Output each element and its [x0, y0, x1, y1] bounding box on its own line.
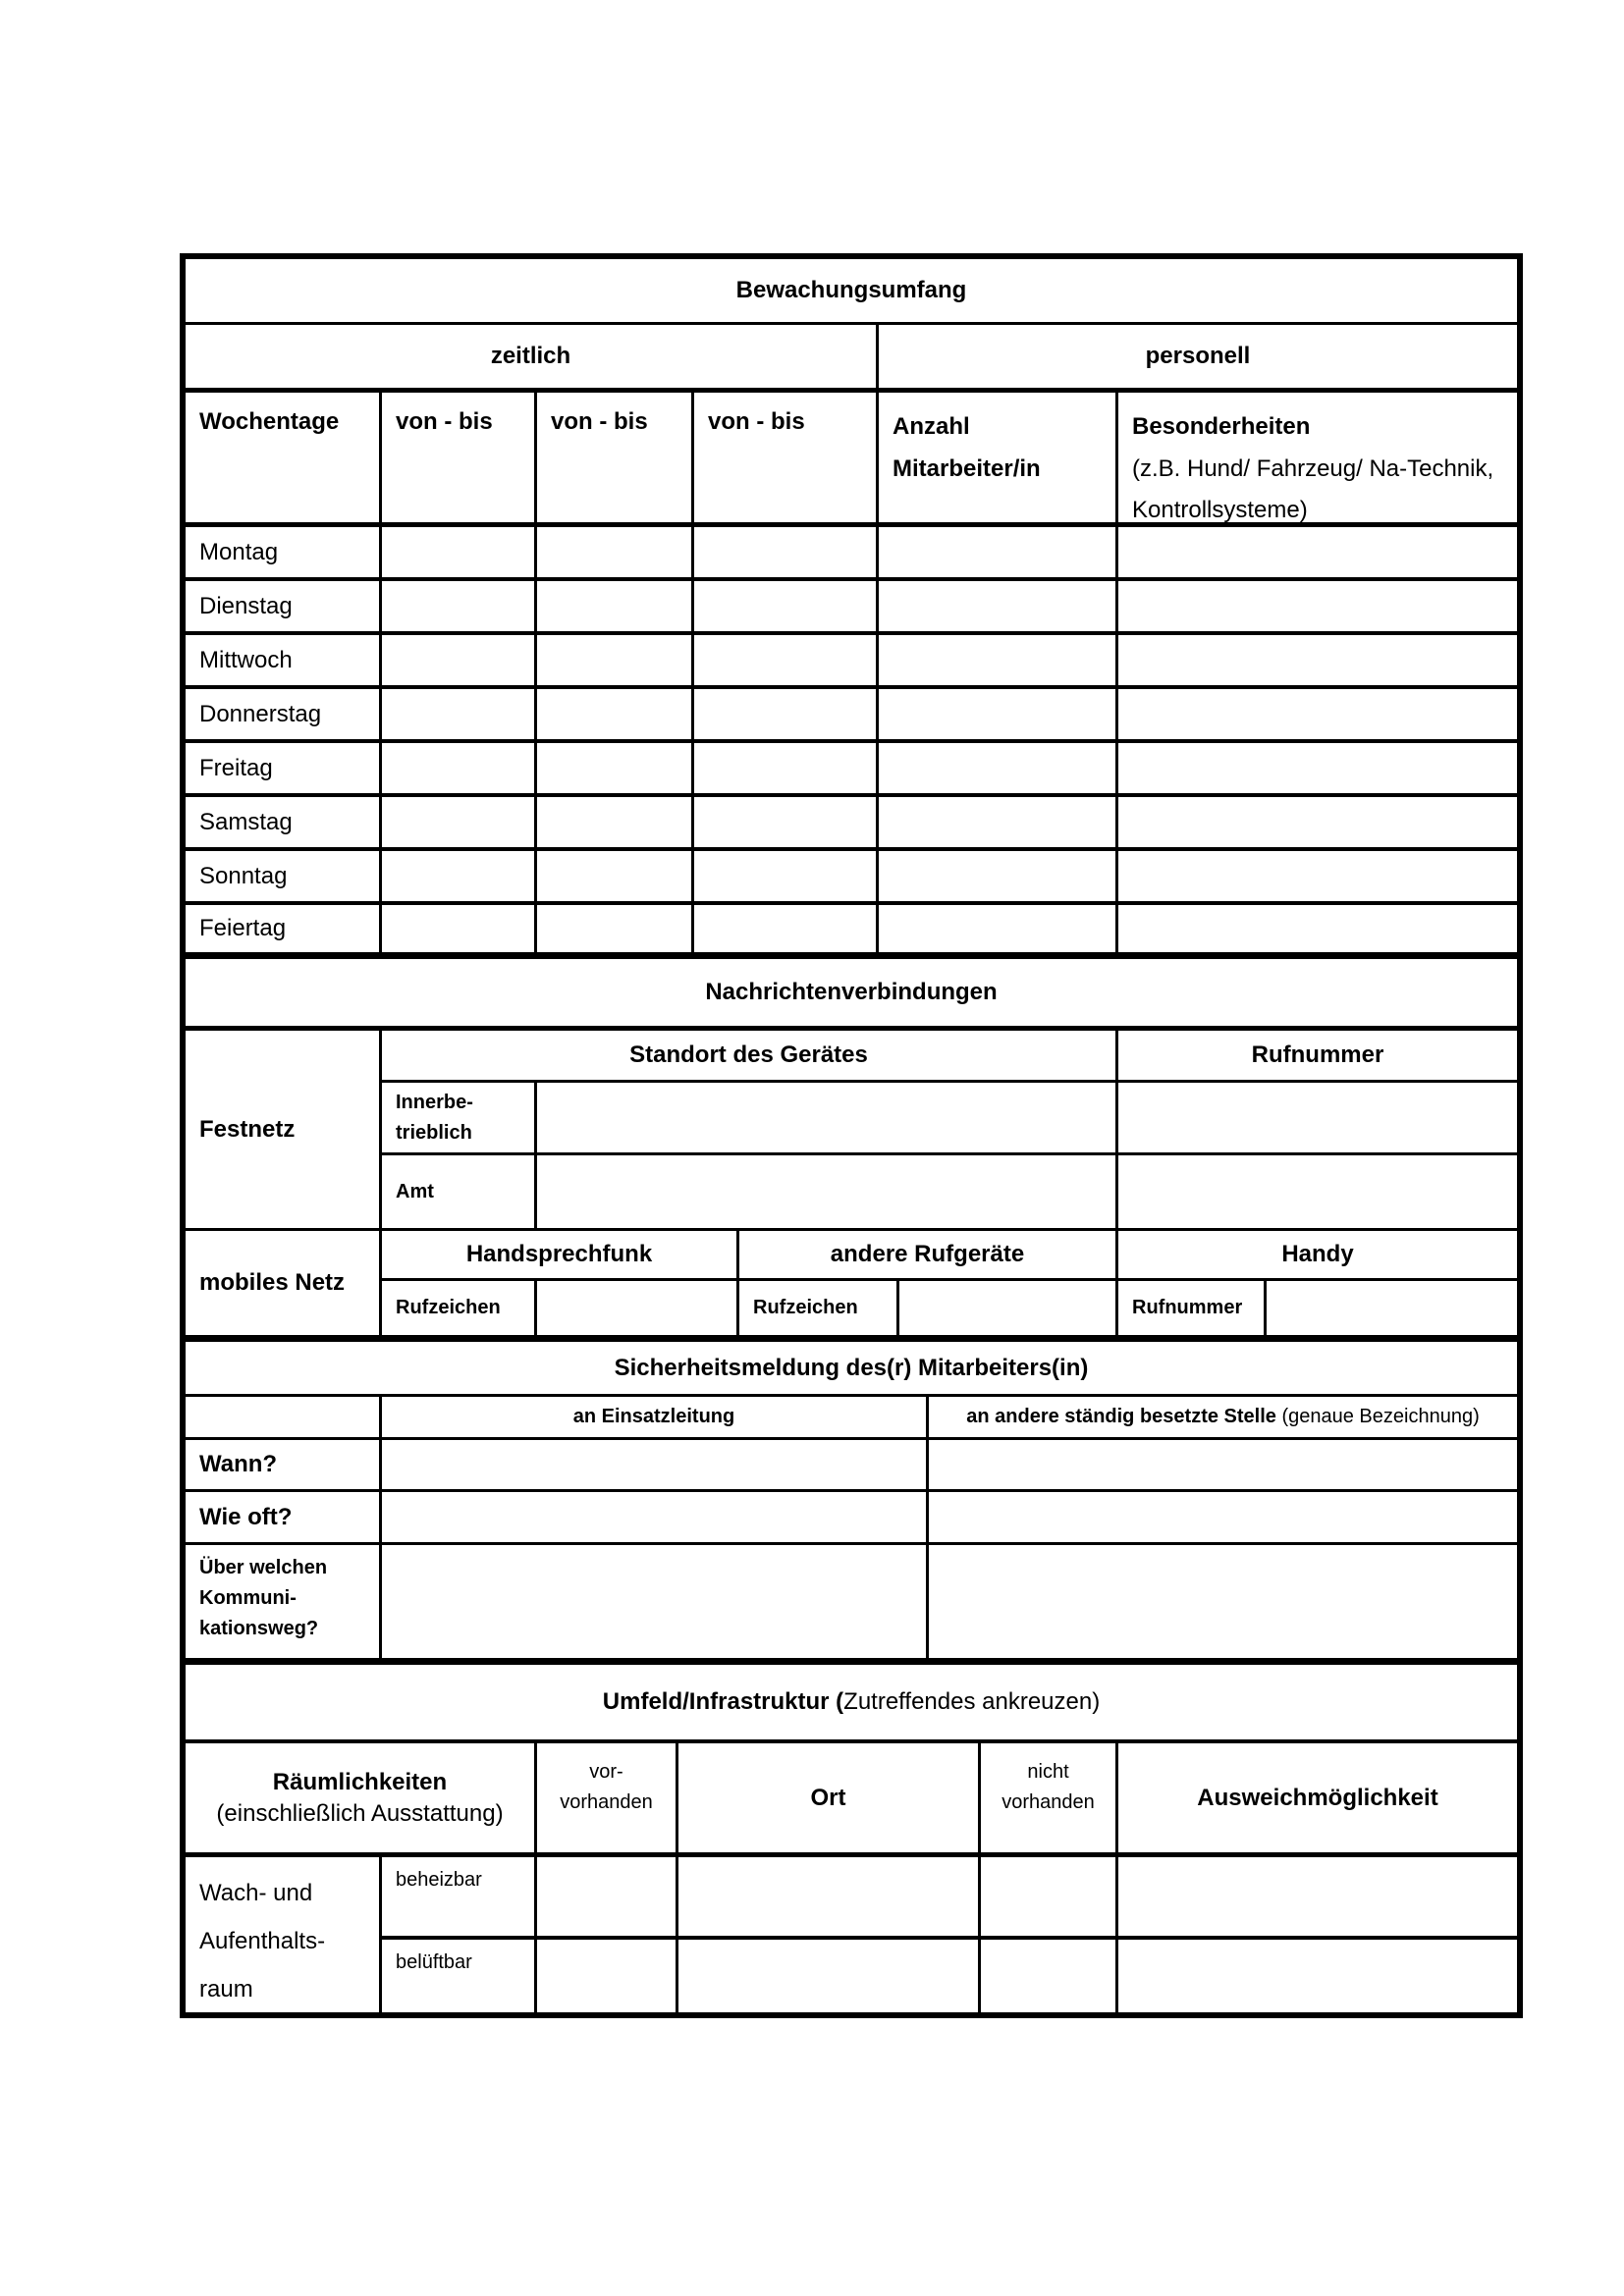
- input-belueftbar-ausweich[interactable]: [1118, 1940, 1517, 2012]
- input-cell[interactable]: [879, 905, 1118, 952]
- day-label: Montag: [186, 527, 382, 577]
- col-header-von-bis-1: von - bis: [382, 393, 537, 522]
- input-cell[interactable]: [879, 689, 1118, 739]
- group-header-row: [186, 325, 1517, 393]
- col-header-vorhanden: vor- vorhanden: [537, 1743, 678, 1852]
- input-cell[interactable]: [694, 743, 879, 793]
- col-header-handy: Handy: [1281, 1241, 1354, 1268]
- input-cell[interactable]: [694, 797, 879, 847]
- input-cell[interactable]: [879, 581, 1118, 631]
- guard-service-form: [180, 253, 1523, 2018]
- col-header-handsprechfunk: Handsprechfunk: [382, 1231, 739, 1278]
- input-cell[interactable]: [382, 527, 537, 577]
- column-header-row: [186, 393, 1517, 527]
- col-header-von-bis-2: von - bis: [537, 393, 694, 522]
- col-header-wochentage: Wochentage: [186, 393, 382, 522]
- input-rufzeichen-handsprechfunk[interactable]: [537, 1281, 739, 1335]
- input-wie-oft-andere-stelle[interactable]: [929, 1492, 1517, 1542]
- bewachungsumfang-title-row: [186, 259, 1517, 325]
- input-cell[interactable]: [694, 581, 879, 631]
- input-cell[interactable]: [537, 797, 694, 847]
- kommunikationsweg-label: Über welchen Kommuni- kationsweg?: [186, 1545, 382, 1658]
- input-belueftbar-nicht-vorhanden[interactable]: [981, 1940, 1118, 2012]
- input-wann-einsatzleitung[interactable]: [382, 1440, 929, 1489]
- empty-header-cell: [186, 1397, 382, 1437]
- wann-label: Wann?: [186, 1440, 382, 1489]
- row-sonntag: [186, 851, 1517, 905]
- input-beheizbar-ausweich[interactable]: [1118, 1857, 1517, 1936]
- row-mittwoch: [186, 635, 1517, 689]
- input-rufzeichen-andere[interactable]: [899, 1281, 1118, 1335]
- input-cell[interactable]: [1118, 797, 1517, 847]
- mobiles-netz-label: mobiles Netz: [186, 1231, 382, 1335]
- group-header-zeitlich: zeitlich: [186, 325, 879, 388]
- row-montag: [186, 527, 1517, 581]
- section-title-bewachungsumfang: Bewachungsumfang: [735, 277, 967, 304]
- input-cell[interactable]: [382, 581, 537, 631]
- input-kommunikationsweg-andere-stelle[interactable]: [929, 1545, 1517, 1658]
- input-cell[interactable]: [537, 743, 694, 793]
- input-rufnummer-innerbetrieblich[interactable]: [1118, 1083, 1517, 1152]
- input-wann-andere-stelle[interactable]: [929, 1440, 1517, 1489]
- input-cell[interactable]: [879, 851, 1118, 901]
- input-cell[interactable]: [537, 689, 694, 739]
- input-beheizbar-vorhanden[interactable]: [537, 1857, 678, 1936]
- row-samstag: [186, 797, 1517, 851]
- input-cell[interactable]: [382, 743, 537, 793]
- sicherheit-header-row: [186, 1397, 1517, 1440]
- day-label: Feiertag: [186, 905, 382, 952]
- section-title-sicherheitsmeldung: Sicherheitsmeldung des(r) Mitarbeiters(in): [614, 1354, 1089, 1381]
- col-header-anzahl-mitarbeiter: Anzahl Mitarbeiter/in: [879, 393, 1118, 522]
- rufnummer-label: Rufnummer: [1118, 1281, 1267, 1335]
- day-label: Dienstag: [186, 581, 382, 631]
- input-rufnummer-amt[interactable]: [1118, 1155, 1517, 1228]
- rufzeichen-label-1: Rufzeichen: [382, 1281, 537, 1335]
- rufzeichen-label-2: Rufzeichen: [739, 1281, 899, 1335]
- row-beheizbar: [382, 1857, 1517, 1940]
- input-cell[interactable]: [1118, 743, 1517, 793]
- col-header-von-bis-3: von - bis: [694, 393, 879, 522]
- col-header-raeumlichkeiten: Räumlichkeiten (einschließlich Ausstattung): [186, 1743, 537, 1852]
- col-header-einsatzleitung: an Einsatzleitung: [382, 1397, 929, 1437]
- row-donnerstag: [186, 689, 1517, 743]
- col-header-andere-rufgeraete: andere Rufgeräte: [739, 1231, 1118, 1278]
- day-label: Mittwoch: [186, 635, 382, 685]
- innerbetrieblich-label: Innerbe- trieblich: [382, 1083, 537, 1152]
- day-label: Donnerstag: [186, 689, 382, 739]
- input-cell[interactable]: [694, 635, 879, 685]
- wie-oft-label: Wie oft?: [186, 1492, 382, 1542]
- input-cell[interactable]: [1118, 689, 1517, 739]
- col-header-standort: Standort des Gerätes: [382, 1031, 1118, 1080]
- col-header-andere-stelle: an andere ständig besetzte Stelle (genaue Bezeichnung): [966, 1406, 1480, 1427]
- col-header-ort: Ort: [678, 1743, 981, 1852]
- input-cell[interactable]: [382, 851, 537, 901]
- input-cell[interactable]: [382, 797, 537, 847]
- wachraum-block: [186, 1857, 1517, 2012]
- col-header-nicht-vorhanden: nicht vorhanden: [981, 1743, 1118, 1852]
- festnetz-header-row: [382, 1031, 1517, 1083]
- input-wie-oft-einsatzleitung[interactable]: [382, 1492, 929, 1542]
- input-kommunikationsweg-einsatzleitung[interactable]: [382, 1545, 929, 1658]
- day-label: Sonntag: [186, 851, 382, 901]
- nachrichten-title-row: [186, 959, 1517, 1031]
- input-cell[interactable]: [879, 797, 1118, 847]
- row-kommunikationsweg: [186, 1545, 1517, 1665]
- input-belueftbar-ort[interactable]: [678, 1940, 981, 2012]
- input-cell[interactable]: [382, 905, 537, 952]
- input-cell[interactable]: [382, 689, 537, 739]
- section-title-nachrichtenverbindungen: Nachrichtenverbindungen: [705, 979, 998, 1006]
- wachraum-grid: [382, 1857, 1517, 2012]
- input-standort-amt[interactable]: [537, 1155, 1118, 1228]
- mobil-sub-row: [382, 1281, 1517, 1335]
- row-dienstag: [186, 581, 1517, 635]
- input-cell[interactable]: [537, 851, 694, 901]
- input-cell[interactable]: [1118, 635, 1517, 685]
- belueftbar-label: belüftbar: [382, 1940, 537, 2012]
- input-cell[interactable]: [1118, 905, 1517, 952]
- input-cell[interactable]: [879, 635, 1118, 685]
- group-header-personell: personell: [1145, 343, 1251, 370]
- beheizbar-label: beheizbar: [382, 1857, 537, 1936]
- input-cell[interactable]: [1118, 581, 1517, 631]
- input-cell[interactable]: [537, 905, 694, 952]
- input-cell[interactable]: [694, 905, 879, 952]
- row-freitag: [186, 743, 1517, 797]
- input-beheizbar-nicht-vorhanden[interactable]: [981, 1857, 1118, 1936]
- festnetz-block: [186, 1031, 1517, 1231]
- col-header-ausweichmoeglichkeit: Ausweichmöglichkeit: [1197, 1784, 1438, 1811]
- row-belueftbar: [382, 1940, 1517, 2012]
- festnetz-label: Festnetz: [186, 1031, 382, 1228]
- mobil-header-row: [382, 1231, 1517, 1281]
- col-header-rufnummer: Rufnummer: [1251, 1041, 1384, 1069]
- input-cell[interactable]: [537, 581, 694, 631]
- col-header-besonderheiten: Besonderheiten (z.B. Hund/ Fahrzeug/ Na-Technik, Kontrollsysteme): [1132, 413, 1494, 522]
- row-innerbetrieblich: [382, 1083, 1517, 1155]
- input-cell[interactable]: [879, 527, 1118, 577]
- mobiles-netz-block: [186, 1231, 1517, 1342]
- row-wie-oft: [186, 1492, 1517, 1545]
- input-cell[interactable]: [694, 689, 879, 739]
- row-feiertag: [186, 905, 1517, 959]
- input-beheizbar-ort[interactable]: [678, 1857, 981, 1936]
- input-cell[interactable]: [694, 527, 879, 577]
- day-label: Freitag: [186, 743, 382, 793]
- input-standort-innerbetrieblich[interactable]: [537, 1083, 1118, 1152]
- umfeld-title-row: [186, 1665, 1517, 1743]
- input-cell[interactable]: [1118, 527, 1517, 577]
- input-cell[interactable]: [537, 527, 694, 577]
- input-cell[interactable]: [879, 743, 1118, 793]
- mobiles-netz-grid: [382, 1231, 1517, 1335]
- input-cell[interactable]: [382, 635, 537, 685]
- input-belueftbar-vorhanden[interactable]: [537, 1940, 678, 2012]
- input-cell[interactable]: [694, 851, 879, 901]
- input-cell[interactable]: [1118, 851, 1517, 901]
- row-wann: [186, 1440, 1517, 1492]
- row-amt: [382, 1155, 1517, 1228]
- section-title-umfeld: Umfeld/Infrastruktur (Zutreffendes ankreuzen): [602, 1688, 1101, 1716]
- festnetz-grid: [382, 1031, 1517, 1228]
- sicherheit-title-row: [186, 1342, 1517, 1397]
- amt-label: Amt: [382, 1155, 537, 1228]
- day-label: Samstag: [186, 797, 382, 847]
- input-rufnummer-handy[interactable]: [1267, 1281, 1517, 1335]
- input-cell[interactable]: [537, 635, 694, 685]
- umfeld-header-row: [186, 1743, 1517, 1857]
- wachraum-label: Wach- und Aufenthalts- raum: [186, 1857, 382, 2012]
